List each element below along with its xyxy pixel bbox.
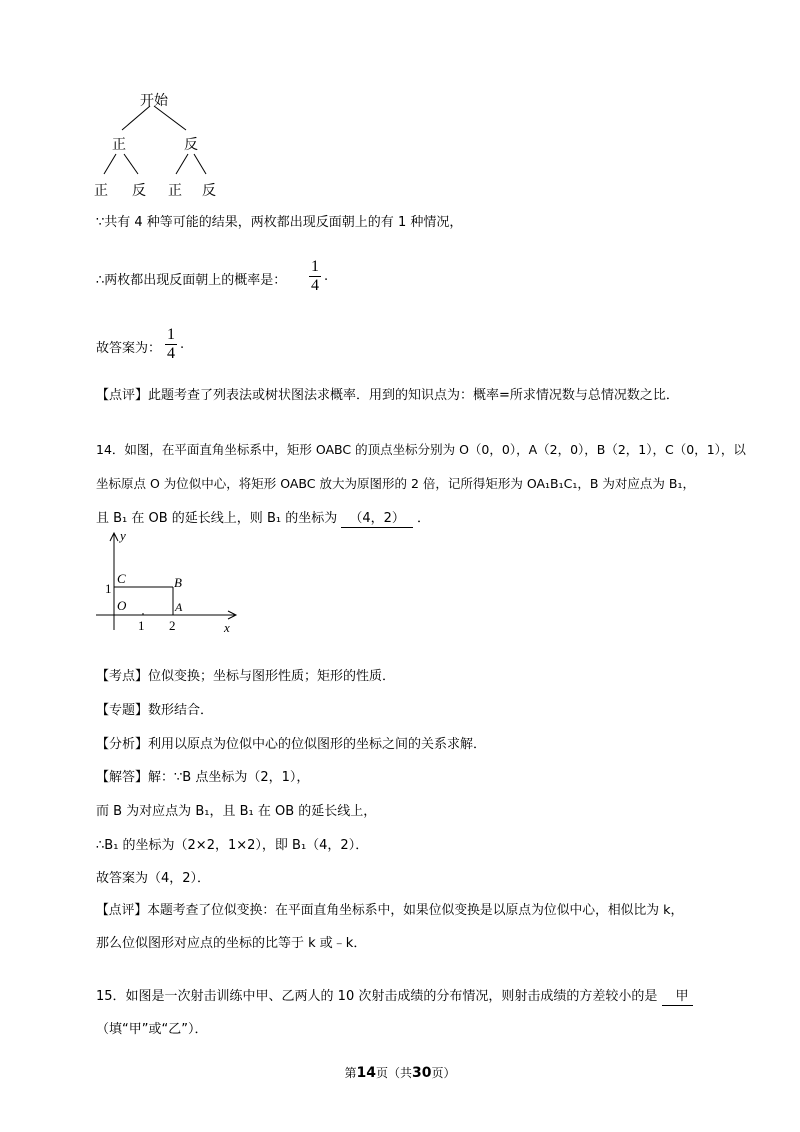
p13-line2 <box>96 258 396 298</box>
tree-level1-a: 正 <box>112 137 126 153</box>
p13-line3-prefix: 故答案为： <box>96 341 162 356</box>
p14-fenxi: 【分析】利用以原点为位似中心的位似图形的坐标之间的关系求解． <box>96 737 487 752</box>
label-B: B <box>174 575 182 590</box>
p13-probability-fraction <box>308 258 322 295</box>
tree-level2-b: 反 <box>132 183 146 199</box>
p14-jieda: 【解答】解：∵B 点坐标为（2，1）， <box>96 770 310 785</box>
fraction-numerator: 1 <box>311 258 319 275</box>
footer-mid: 页（共 <box>375 1066 412 1080</box>
x-axis-label: x <box>224 620 230 635</box>
p13-answer-fraction <box>164 326 178 363</box>
page-footer <box>0 1064 800 1081</box>
p14-line3-suffix: ． <box>417 511 431 526</box>
p13-line2-prefix: ∴两枚都出现反面朝上的概率是： <box>96 273 287 288</box>
p13-line2-suffix: . <box>324 269 329 284</box>
tree-level2-d: 反 <box>202 183 216 199</box>
footer-page-number: 14 <box>356 1065 376 1081</box>
p14-sol2: 而 B 为对应点为 B₁，且 B₁ 在 OB 的延长线上， <box>96 804 377 819</box>
p14-zhuanti: 【专题】数形结合． <box>96 703 214 718</box>
p14-review2: 那么位似图形对应点的坐标的比等于 k 或﹣k． <box>96 936 367 951</box>
p13-line1: ∵共有 4 种等可能的结果，两枚都出现反面朝上的有 1 种情况， <box>96 215 463 230</box>
label-x-1: 1 <box>138 618 145 633</box>
fraction-denominator: 4 <box>167 345 175 362</box>
tree-level2-c: 正 <box>168 183 182 199</box>
footer-prefix: 第 <box>344 1066 357 1080</box>
p14-review1: 【点评】本题考查了位似变换：在平面直角坐标系中，如果位似变换是以原点为位似中心，相似比为 k， <box>96 903 684 918</box>
p14-line1: 14．如图，在平面直角坐标系中，矩形 OABC 的顶点坐标分别为 O（0，0），A（2，0），B（2，1），C（0，1），以 <box>96 442 746 457</box>
p15-line1-prefix: 15．如图是一次射击训练中甲、乙两人的 10 次射击成绩的分布情况，则射击成绩的方差较小的是 <box>96 989 658 1004</box>
tree-root: 开始 <box>140 93 168 109</box>
p15-line2: （填“甲”或“乙”）． <box>96 1022 208 1037</box>
label-y-1: 1 <box>105 581 112 596</box>
coordinate-figure <box>90 528 250 638</box>
p15-line1 <box>96 985 693 1006</box>
tree-level1-b: 反 <box>184 137 198 153</box>
tree-diagram <box>90 88 230 200</box>
p14-line3 <box>96 507 430 528</box>
label-A: A <box>175 600 183 614</box>
p13-line3 <box>96 326 296 366</box>
p14-sol4: 故答案为（4，2）． <box>96 871 211 886</box>
p14-line3-prefix: 且 B₁ 在 OB 的延长线上，则 B₁ 的坐标为 <box>96 511 338 526</box>
p13-review: 【点评】此题考查了列表法或树状图法求概率．用到的知识点为：概率=所求情况数与总情况数之比． <box>96 388 679 403</box>
y-axis-label: y <box>120 528 126 543</box>
footer-total-pages: 30 <box>412 1065 432 1081</box>
fraction-denominator: 4 <box>311 277 319 294</box>
p13-line3-suffix: . <box>180 337 185 352</box>
label-C: C <box>117 571 126 586</box>
tree-level2-a: 正 <box>94 183 108 199</box>
fraction-numerator: 1 <box>167 326 175 343</box>
p14-kaodian: 【考点】位似变换；坐标与图形性质；矩形的性质． <box>96 669 396 684</box>
p15-answer-blank: 甲 <box>662 985 693 1006</box>
label-O: O <box>117 598 127 613</box>
p14-sol3: ∴B₁ 的坐标为（2×2，1×2），即 B₁（4，2）． <box>96 838 369 853</box>
p14-answer-blank: （4，2） <box>341 507 413 528</box>
footer-suffix: 页） <box>431 1066 456 1080</box>
p14-line2: 坐标原点 O 为位似中心，将矩形 OABC 放大为原图形的 2 倍，记所得矩形为 OA₁B₁C₁，B 为对应点为 B₁， <box>96 476 695 491</box>
label-x-2: 2 <box>169 618 176 633</box>
